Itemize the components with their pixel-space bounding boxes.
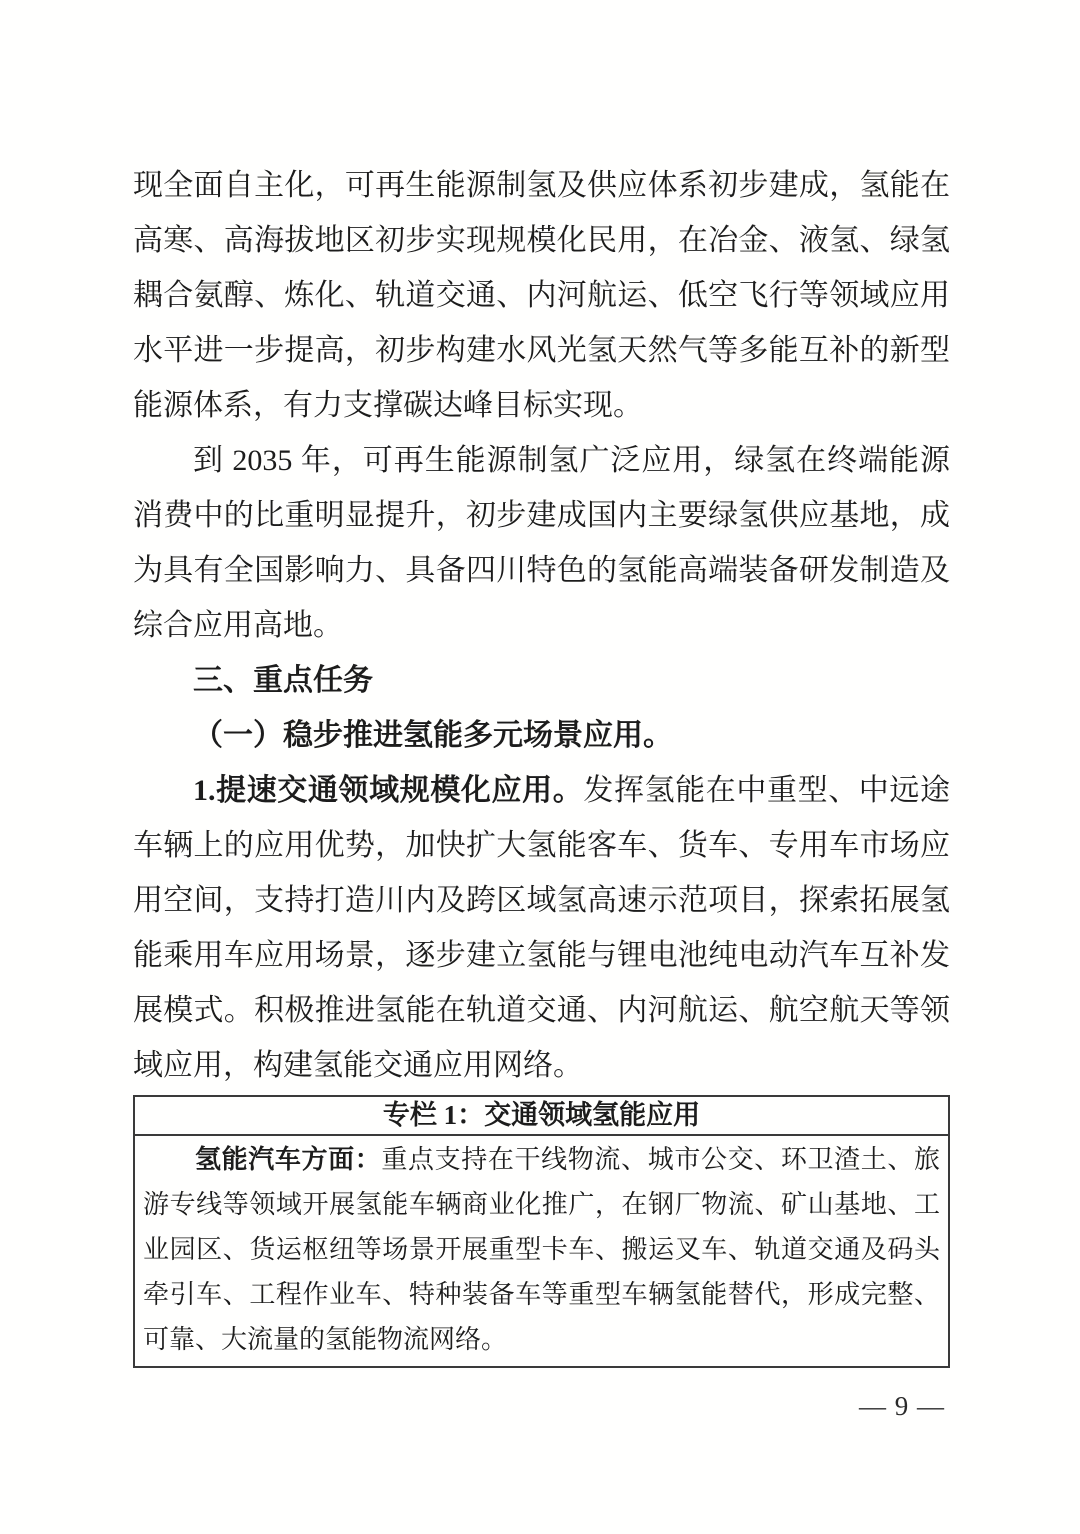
paragraph-transport-application [133,763,950,1093]
paragraph-2035-goals: 到 2035 年，可再生能源制氢广泛应用，绿氢在终端能源消费中的比重明显提升，初步建成国内主要绿氢供应基地，成为具有全国影响力、具备四川特色的氢能高端装备研发制造及综合应用高地。 [133,444,950,642]
section-heading: 三、重点任务 [193,664,373,697]
paragraph-continuation: 现全面自主化，可再生能源制氢及供应体系初步建成，氢能在高寒、高海拔地区初步实现规模化民用，在冶金、液氢、绿氢耦合氨醇、炼化、轨道交通、内河航运、低空飞行等领域应用水平进一步提高，初步构建水风光氢天然气等多能互补的新型能源体系，有力支撑碳达峰目标实现。 [133,169,950,422]
column-box-title: 专栏 1：交通领域氢能应用 [135,1097,948,1136]
column-box [133,1095,950,1368]
subsection-heading: （一）稳步推进氢能多元场景应用。 [193,719,673,752]
column-box-body [135,1136,948,1366]
column-box-body-text: 重点支持在干线物流、城市公交、环卫渣土、旅游专线等领域开展氢能车辆商业化推广，在钢厂物流、矿山基地、工业园区、货运枢纽等场景开展重型卡车、搬运叉车、轨道交通及码头牵引车、工程作业车、特种装备车等重型车辆氢能替代，形成完整、可靠、大流量的氢能物流网络。 [143,1145,940,1354]
column-box-lead-phrase: 氢能汽车方面： [195,1145,382,1174]
text-block [133,158,950,1368]
paragraph-lead-sentence: 1.提速交通领域规模化应用。 [193,774,584,807]
page-number: — 9 — [859,1391,945,1421]
paragraph-body-text: 发挥氢能在中重型、中远途车辆上的应用优势，加快扩大氢能客车、货车、专用车市场应用空间，支持打造川内及跨区域氢高速示范项目，探索拓展氢能乘用车应用场景，逐步建立氢能与锂电池纯电动汽车互补发展模式。积极推进氢能在轨道交通、内河航运、航空航天等领域应用，构建氢能交通应用网络。 [133,774,951,1082]
